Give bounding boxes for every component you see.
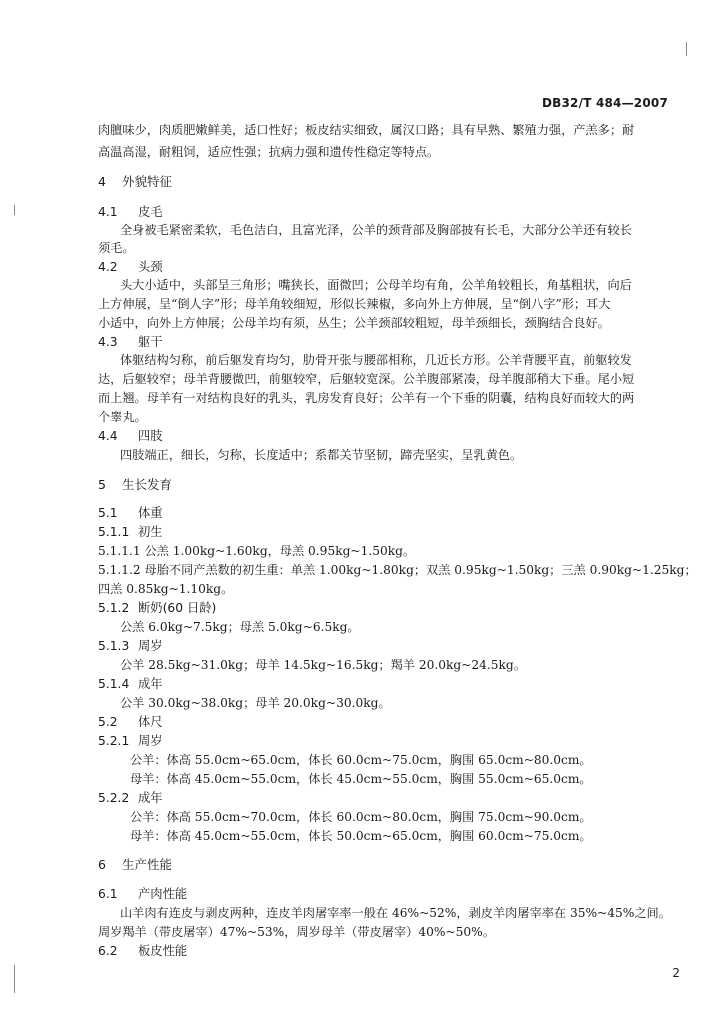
- paragraph-line: 头大小适中，头部呈三角形；嘴狭长，面微凹；公母羊均有角，公羊角较粗长，角基粗状，向后: [120, 278, 632, 292]
- section-heading-5-1-3: 5.1.3 周岁: [98, 639, 163, 653]
- paragraph-line: 小适中，向外上方伸展；公母羊均有须，丛生；公羊颈部较粗短，母羊颈细长，颈胸结合良好。: [98, 316, 610, 330]
- paragraph-line: 公羊：体高 55.0cm~70.0cm，体长 60.0cm~80.0cm，胸围 75.0cm~90.0cm。: [130, 810, 592, 824]
- paragraph-line: 5.1.1.1 公羔 1.00kg~1.60kg，母羔 0.95kg~1.50kg。: [98, 544, 416, 558]
- section-heading-5-2: 5.2 体尺: [98, 715, 163, 729]
- section-heading-4-1: 4.1 皮毛: [98, 205, 163, 219]
- section-heading-4-3: 4.3 躯干: [98, 335, 163, 349]
- scan-mark: [686, 42, 687, 56]
- paragraph-line: 高温高湿，耐粗饲，适应性强；抗病力强和遗传性稳定等特点。: [98, 145, 440, 159]
- paragraph-line: 5.1.1.2 母胎不同产羔数的初生重：单羔 1.00kg~1.80kg；双羔 0.95kg~1.50kg；三羔 0.90kg~1.25kg；: [98, 563, 697, 577]
- section-heading-5-1-4: 5.1.4 成年: [98, 677, 163, 691]
- scan-mark: [14, 205, 15, 215]
- section-heading-5-2-2: 5.2.2 成年: [98, 791, 163, 805]
- paragraph-line: 上方伸展，呈“倒人字”形；母羊角较细短，形似长辣椒，多向外上方伸展，呈“倒八字”形；耳大: [98, 297, 611, 311]
- section-heading-4: 4 外貌特征: [98, 174, 173, 189]
- standard-code: DB32/T 484—2007: [542, 96, 668, 110]
- section-heading-5-1-1: 5.1.1 初生: [98, 525, 163, 539]
- paragraph-line: 达，后躯较窄；母羊背腰微凹，前躯较窄，后躯较宽深。公羊腹部紧凑，母羊腹部稍大下垂。尾小短: [98, 372, 635, 386]
- section-heading-6: 6 生产性能: [98, 857, 173, 872]
- paragraph-line: 肉膻味少，肉质肥嫩鲜美，适口性好；板皮结实细致，属汉口路；具有早熟、繁殖力强，产羔多；耐: [98, 123, 635, 137]
- paragraph-line: 周岁羯羊（带皮屠宰）47%~53%，周岁母羊（带皮屠宰）40%~50%。: [98, 925, 495, 939]
- section-heading-6-1: 6.1 产肉性能: [98, 887, 188, 901]
- paragraph-line: 公羊 28.5kg~31.0kg；母羊 14.5kg~16.5kg；羯羊 20.0kg~24.5kg。: [120, 658, 526, 672]
- section-heading-4-2: 4.2 头颈: [98, 260, 163, 274]
- scan-mark: [14, 965, 15, 993]
- paragraph-line: 公羊 30.0kg~38.0kg；母羊 20.0kg~30.0kg。: [120, 696, 391, 710]
- section-heading-5-1-2: 5.1.2 断奶(60 日龄): [98, 601, 217, 615]
- section-heading-5-1: 5.1 体重: [98, 506, 163, 520]
- section-heading-4-4: 4.4 四肢: [98, 429, 163, 443]
- section-heading-6-2: 6.2 板皮性能: [98, 944, 188, 958]
- paragraph-line: 体躯结构匀称，前后躯发育均匀，肋骨开张与腰部相称，几近长方形。公羊背腰平直，前躯较发: [120, 353, 632, 367]
- section-heading-5: 5 生长发育: [98, 477, 173, 492]
- paragraph-line: 四肢端正，细长，匀称，长度适中；系都关节坚韧，蹄壳坚实，呈乳黄色。: [120, 448, 523, 462]
- page-number: 2: [672, 966, 680, 980]
- section-heading-5-2-1: 5.2.1 周岁: [98, 734, 163, 748]
- paragraph-line: 公羊：体高 55.0cm~65.0cm，体长 60.0cm~75.0cm，胸围 65.0cm~80.0cm。: [130, 753, 592, 767]
- paragraph-line: 全身被毛紧密柔软，毛色洁白，且富光泽，公羊的颈背部及胸部披有长毛，大部分公羊还有较长: [120, 223, 632, 237]
- paragraph-line: 须毛。: [98, 241, 135, 255]
- paragraph-line: 母羊：体高 45.0cm~55.0cm，体长 45.0cm~55.0cm，胸围 55.0cm~65.0cm。: [130, 772, 592, 786]
- paragraph-line: 四羔 0.85kg~1.10kg。: [98, 582, 234, 596]
- paragraph-line: 母羊：体高 45.0cm~55.0cm，体长 50.0cm~65.0cm，胸围 60.0cm~75.0cm。: [130, 829, 592, 843]
- paragraph-line: 个睾丸。: [98, 410, 147, 424]
- paragraph-line: 山羊肉有连皮与剥皮两种，连皮羊肉屠宰率一般在 46%~52%，剥皮羊肉屠宰率在 35%~45%之间。: [120, 906, 671, 920]
- paragraph-line: 公羔 6.0kg~7.5kg；母羔 5.0kg~6.5kg。: [120, 620, 360, 634]
- paragraph-line: 而上翘。母羊有一对结构良好的乳头，乳房发育良好；公羊有一个下垂的阴囊，结构良好而较大的两: [98, 391, 635, 405]
